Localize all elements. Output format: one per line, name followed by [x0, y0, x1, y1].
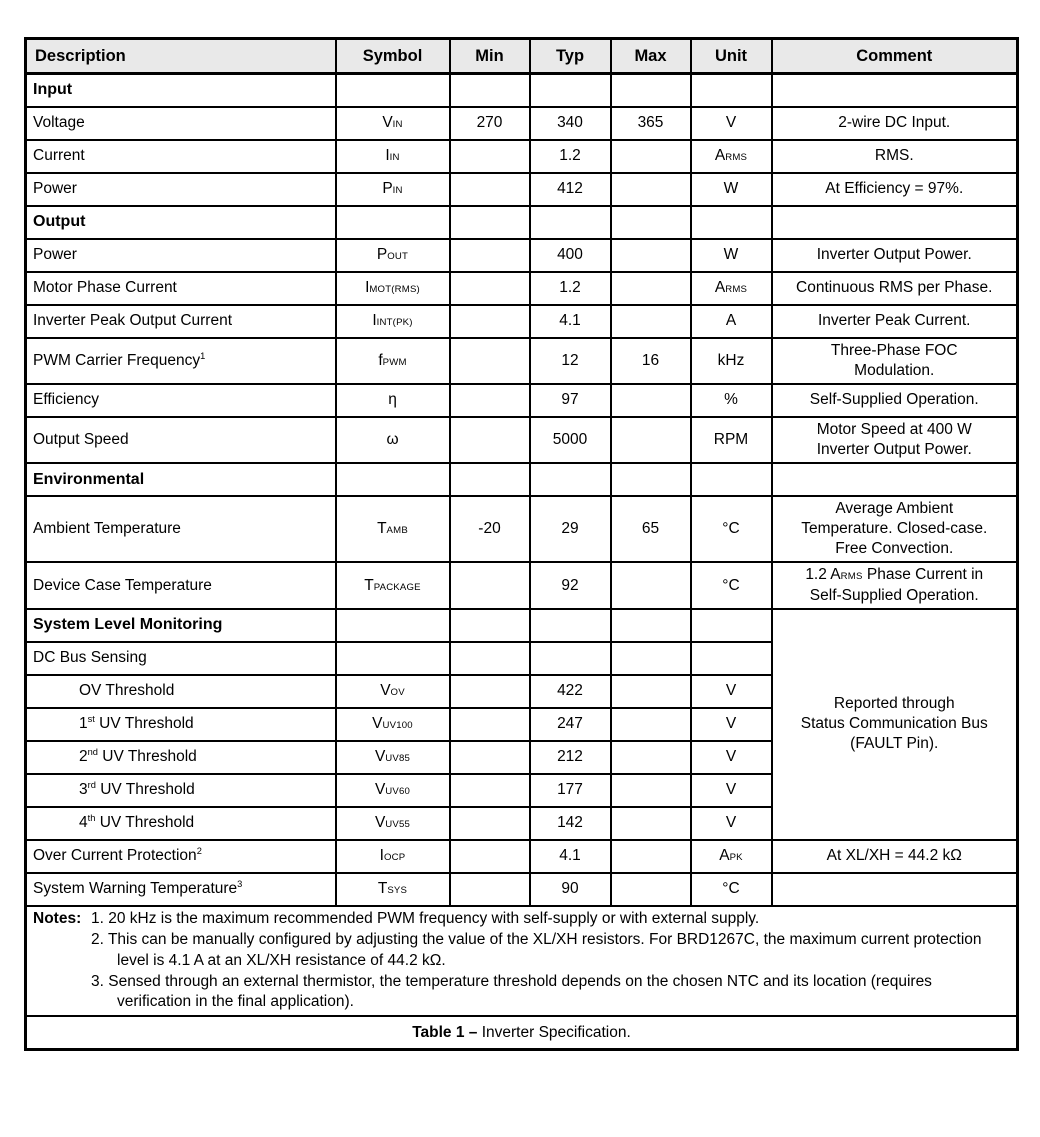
comment-cell: RMS. [772, 140, 1018, 173]
max-cell [611, 417, 691, 463]
symbol-cell: VUV55 [336, 807, 450, 840]
unit-cell: °C [691, 873, 772, 906]
symbol-cell: POUT [336, 239, 450, 272]
max-cell [611, 840, 691, 873]
unit-cell [691, 206, 772, 239]
comment-cell: Inverter Output Power. [772, 239, 1018, 272]
col-header-description: Description [26, 39, 336, 74]
comment-cell: At Efficiency = 97%. [772, 173, 1018, 206]
unit-cell: ARMS [691, 140, 772, 173]
symbol-cell: VUV85 [336, 741, 450, 774]
description-cell: Output [26, 206, 336, 239]
unit-cell: RPM [691, 417, 772, 463]
min-cell [450, 417, 530, 463]
comment-cell [772, 206, 1018, 239]
typ-cell: 5000 [530, 417, 611, 463]
description-cell: Power [26, 173, 336, 206]
description-cell: Inverter Peak Output Current [26, 305, 336, 338]
symbol-cell: IOCP [336, 840, 450, 873]
unit-cell: kHz [691, 338, 772, 384]
max-cell [611, 463, 691, 496]
max-cell [611, 305, 691, 338]
description-cell: System Level Monitoring [26, 609, 336, 642]
min-cell [450, 741, 530, 774]
min-cell [450, 206, 530, 239]
typ-cell: 90 [530, 873, 611, 906]
description-cell: 1st UV Threshold [26, 708, 336, 741]
max-cell [611, 173, 691, 206]
min-cell [450, 609, 530, 642]
unit-cell: V [691, 741, 772, 774]
spec-row [26, 107, 1018, 140]
col-header-unit: Unit [691, 39, 772, 74]
datasheet-page [0, 37, 1040, 1137]
max-cell [611, 774, 691, 807]
notes-block [33, 909, 1010, 1014]
section-row [26, 206, 1018, 239]
max-cell [611, 807, 691, 840]
max-cell: 65 [611, 496, 691, 562]
comment-cell: 2-wire DC Input. [772, 107, 1018, 140]
description-cell: 4th UV Threshold [26, 807, 336, 840]
symbol-cell: TSYS [336, 873, 450, 906]
symbol-cell: VUV100 [336, 708, 450, 741]
typ-cell: 1.2 [530, 272, 611, 305]
min-cell [450, 562, 530, 608]
max-cell [611, 272, 691, 305]
section-row [26, 609, 1018, 642]
typ-cell: 422 [530, 675, 611, 708]
typ-cell: 412 [530, 173, 611, 206]
symbol-cell: VUV60 [336, 774, 450, 807]
spec-row [26, 873, 1018, 906]
notes-items [91, 909, 1010, 1014]
typ-cell [530, 609, 611, 642]
min-cell: 270 [450, 107, 530, 140]
typ-cell [530, 463, 611, 496]
min-cell [450, 708, 530, 741]
min-cell [450, 74, 530, 107]
unit-cell: ARMS [691, 272, 772, 305]
unit-cell [691, 609, 772, 642]
comment-cell: Average Ambient Temperature. Closed-case. Free Convection. [772, 496, 1018, 562]
min-cell [450, 675, 530, 708]
max-cell [611, 562, 691, 608]
typ-cell: 1.2 [530, 140, 611, 173]
typ-cell: 4.1 [530, 305, 611, 338]
typ-cell: 247 [530, 708, 611, 741]
caption-number: Table 1 – [412, 1023, 478, 1041]
col-header-min: Min [450, 39, 530, 74]
symbol-cell: IMOT(RMS) [336, 272, 450, 305]
description-cell: PWM Carrier Frequency$^1$ [26, 338, 336, 384]
typ-cell: 12 [530, 338, 611, 384]
typ-cell: 142 [530, 807, 611, 840]
min-cell [450, 239, 530, 272]
typ-cell: 177 [530, 774, 611, 807]
description-cell: Output Speed [26, 417, 336, 463]
unit-cell: W [691, 239, 772, 272]
description-cell: Motor Phase Current [26, 272, 336, 305]
symbol-cell: ω [336, 417, 450, 463]
table-footer [26, 906, 1018, 1050]
symbol-cell: TAMB [336, 496, 450, 562]
max-cell: 16 [611, 338, 691, 384]
typ-cell: 92 [530, 562, 611, 608]
description-cell: DC Bus Sensing [26, 642, 336, 675]
max-cell [611, 873, 691, 906]
section-row [26, 463, 1018, 496]
description-cell: Current [26, 140, 336, 173]
min-cell [450, 384, 530, 417]
unit-cell: °C [691, 496, 772, 562]
table-header [26, 39, 1018, 74]
typ-cell [530, 74, 611, 107]
symbol-cell: VIN [336, 107, 450, 140]
note-item: 3. Sensed through an external thermistor, the temperature threshold depends on the chosen NTC and its location (requires verification in the final application). [91, 972, 932, 1011]
min-cell [450, 272, 530, 305]
spec-row [26, 840, 1018, 873]
description-cell: Power [26, 239, 336, 272]
min-cell [450, 463, 530, 496]
description-cell: Environmental [26, 463, 336, 496]
unit-cell [691, 642, 772, 675]
symbol-cell: IINT(PK) [336, 305, 450, 338]
min-cell [450, 305, 530, 338]
section-row [26, 74, 1018, 107]
spec-row [26, 173, 1018, 206]
unit-cell [691, 463, 772, 496]
description-cell: Ambient Temperature [26, 496, 336, 562]
description-cell: Over Current Protection$^2$ [26, 840, 336, 873]
description-cell: 3rd UV Threshold [26, 774, 336, 807]
symbol-cell: η [336, 384, 450, 417]
max-cell [611, 708, 691, 741]
typ-cell: 97 [530, 384, 611, 417]
unit-cell: V [691, 675, 772, 708]
symbol-cell [336, 74, 450, 107]
notes-label: Notes: [33, 909, 82, 927]
spec-row [26, 305, 1018, 338]
note-item: 2. This can be manually configured by adjusting the value of the XL/XH resistors. For BRD1267C, the maximum current protection level is 4.1 A at an XL/XH resistance of 44.2 kΩ. [91, 930, 982, 969]
typ-cell: 340 [530, 107, 611, 140]
unit-cell: °C [691, 562, 772, 608]
comment-cell [772, 873, 1018, 906]
table-caption [26, 1016, 1018, 1049]
spec-row [26, 338, 1018, 384]
typ-cell: 212 [530, 741, 611, 774]
min-cell [450, 173, 530, 206]
comment-cell: Reported through Status Communication Bus (FAULT Pin). [772, 609, 1018, 840]
symbol-cell [336, 642, 450, 675]
spec-row [26, 140, 1018, 173]
symbol-cell: TPACKAGE [336, 562, 450, 608]
min-cell [450, 873, 530, 906]
unit-cell: A [691, 305, 772, 338]
symbol-cell [336, 609, 450, 642]
description-cell: Voltage [26, 107, 336, 140]
col-header-max: Max [611, 39, 691, 74]
max-cell [611, 675, 691, 708]
col-header-typ: Typ [530, 39, 611, 74]
comment-cell: At XL/XH = 44.2 kΩ [772, 840, 1018, 873]
spec-row [26, 562, 1018, 608]
max-cell [611, 384, 691, 417]
notes-cell [26, 906, 1018, 1017]
comment-cell [772, 463, 1018, 496]
min-cell [450, 774, 530, 807]
unit-cell [691, 74, 772, 107]
max-cell [611, 239, 691, 272]
description-cell: Device Case Temperature [26, 562, 336, 608]
description-cell: System Warning Temperature$^3$ [26, 873, 336, 906]
comment-cell: Three-Phase FOC Modulation. [772, 338, 1018, 384]
unit-cell: V [691, 807, 772, 840]
caption-row [26, 1016, 1018, 1049]
col-header-comment: Comment [772, 39, 1018, 74]
comment-cell: 1.2 ARMS Phase Current in Self-Supplied Operation. [772, 562, 1018, 608]
col-header-symbol: Symbol [336, 39, 450, 74]
description-cell: OV Threshold [26, 675, 336, 708]
typ-cell [530, 642, 611, 675]
description-cell: 2nd UV Threshold [26, 741, 336, 774]
spec-table-body [26, 74, 1018, 906]
spec-row [26, 496, 1018, 562]
notes-row [26, 906, 1018, 1017]
spec-row [26, 417, 1018, 463]
unit-cell: V [691, 107, 772, 140]
typ-cell [530, 206, 611, 239]
header-row [26, 39, 1018, 74]
description-cell: Input [26, 74, 336, 107]
inverter-spec-table [24, 37, 1019, 1051]
unit-cell: W [691, 173, 772, 206]
unit-cell: V [691, 774, 772, 807]
symbol-cell: IIN [336, 140, 450, 173]
max-cell [611, 741, 691, 774]
spec-row [26, 384, 1018, 417]
min-cell [450, 140, 530, 173]
typ-cell: 4.1 [530, 840, 611, 873]
unit-cell: V [691, 708, 772, 741]
max-cell [611, 74, 691, 107]
min-cell [450, 840, 530, 873]
min-cell [450, 338, 530, 384]
symbol-cell [336, 206, 450, 239]
comment-cell: Motor Speed at 400 W Inverter Output Power. [772, 417, 1018, 463]
typ-cell: 29 [530, 496, 611, 562]
unit-cell: APK [691, 840, 772, 873]
spec-row [26, 272, 1018, 305]
max-cell [611, 642, 691, 675]
spec-row [26, 239, 1018, 272]
caption-text: Inverter Specification. [477, 1023, 631, 1041]
comment-cell: Continuous RMS per Phase. [772, 272, 1018, 305]
min-cell: -20 [450, 496, 530, 562]
symbol-cell: fPWM [336, 338, 450, 384]
symbol-cell [336, 463, 450, 496]
max-cell [611, 206, 691, 239]
symbol-cell: PIN [336, 173, 450, 206]
max-cell: 365 [611, 107, 691, 140]
unit-cell: % [691, 384, 772, 417]
comment-cell [772, 74, 1018, 107]
symbol-cell: VOV [336, 675, 450, 708]
comment-cell: Inverter Peak Current. [772, 305, 1018, 338]
description-cell: Efficiency [26, 384, 336, 417]
note-item: 1. 20 kHz is the maximum recommended PWM frequency with self-supply or with external supply. [91, 909, 760, 927]
min-cell [450, 642, 530, 675]
max-cell [611, 609, 691, 642]
max-cell [611, 140, 691, 173]
comment-cell: Self-Supplied Operation. [772, 384, 1018, 417]
typ-cell: 400 [530, 239, 611, 272]
min-cell [450, 807, 530, 840]
